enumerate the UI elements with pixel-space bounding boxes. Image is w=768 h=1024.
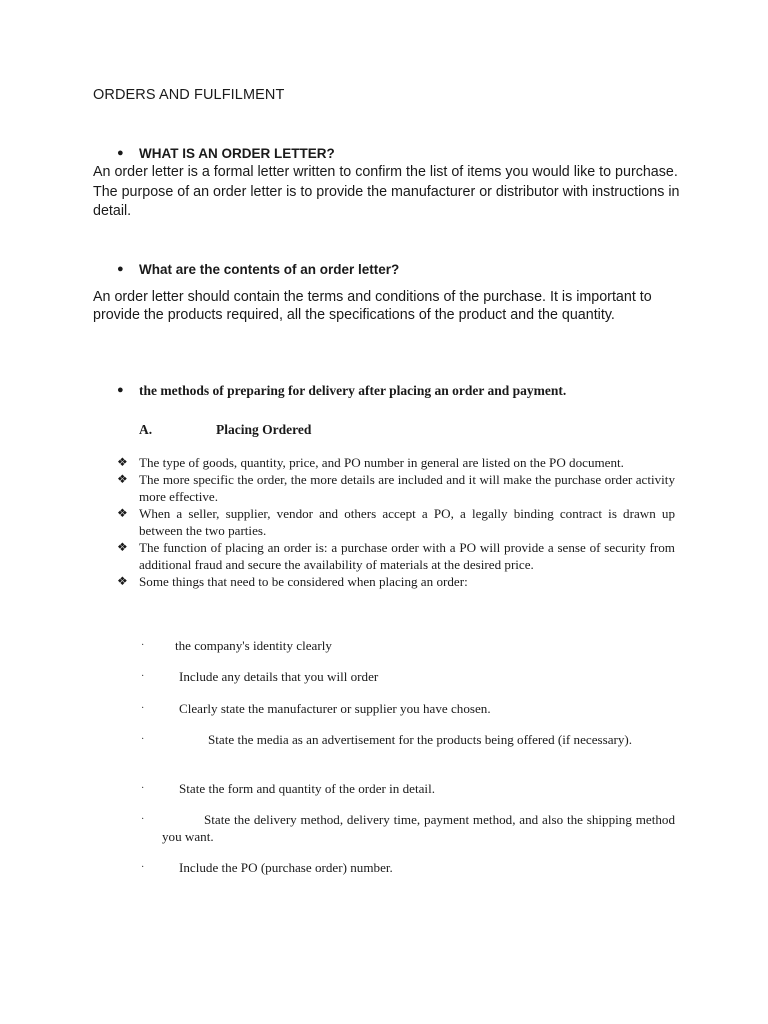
list-item bbox=[117, 505, 675, 539]
diamond-bullet-list bbox=[117, 454, 675, 590]
consideration-item: State the delivery method, delivery time, payment method, and also the shipping method you want. bbox=[162, 812, 675, 844]
small-dot-bullet-icon: · bbox=[141, 814, 145, 825]
consideration-item: Include any details that you will order bbox=[179, 669, 379, 684]
small-dot-bullet-icon: · bbox=[141, 862, 145, 873]
consideration-item: Include the PO (purchase order) number. bbox=[179, 860, 393, 875]
section-body-contents: An order letter should contain the terms and conditions of the purchase. It is important to provide the products required, all the specifications of the product and the quantity. bbox=[93, 289, 652, 323]
list-item bbox=[117, 471, 675, 505]
list-item-text: The function of placing an order is: a purchase order with a PO will provide a sense of security from additional fraud and secure the availability of materials at the desired price. bbox=[139, 540, 675, 572]
list-item-text: The type of goods, quantity, price, and PO number in general are listed on the PO document. bbox=[139, 455, 624, 470]
list-item bbox=[117, 454, 675, 471]
subsection-number: A. bbox=[139, 422, 153, 437]
diamond-bullet-icon: ❖ bbox=[117, 574, 128, 588]
section-heading-text: the methods of preparing for delivery after placing an order and payment. bbox=[139, 383, 567, 398]
bullet-icon: ● bbox=[117, 263, 124, 275]
small-dot-bullet-icon: · bbox=[141, 671, 145, 682]
list-item-text: Some things that need to be considered when placing an order: bbox=[139, 574, 468, 589]
small-dot-bullet-icon: · bbox=[141, 783, 145, 794]
section-heading-text: WHAT IS AN ORDER LETTER? bbox=[139, 146, 335, 161]
list-item-text: The more specific the order, the more details are included and it will make the purchase order activity more effective. bbox=[139, 472, 675, 504]
list-item bbox=[117, 573, 675, 590]
small-dot-bullet-icon: · bbox=[141, 734, 145, 745]
subsection-label: Placing Ordered bbox=[216, 422, 312, 437]
bullet-icon: ● bbox=[117, 147, 124, 159]
section-heading-text: What are the contents of an order letter? bbox=[139, 262, 400, 277]
small-dot-bullet-icon: · bbox=[141, 703, 145, 714]
bullet-icon: ● bbox=[117, 384, 124, 396]
consideration-item: State the media as an advertisement for the products being offered (if necessary). bbox=[208, 732, 633, 747]
consideration-item: the company's identity clearly bbox=[175, 638, 332, 653]
consideration-item: Clearly state the manufacturer or supplier you have chosen. bbox=[179, 701, 491, 716]
list-item bbox=[117, 539, 675, 573]
diamond-bullet-icon: ❖ bbox=[117, 540, 128, 554]
document-title: ORDERS AND FULFILMENT bbox=[93, 87, 285, 103]
diamond-bullet-icon: ❖ bbox=[117, 506, 128, 520]
diamond-bullet-icon: ❖ bbox=[117, 472, 128, 486]
section-body-what-is-order-letter: An order letter is a formal letter written to confirm the list of items you would like to purchase. The purpose of an order letter is to provide the manufacturer or distributor with instructions in detail. bbox=[93, 164, 680, 219]
diamond-bullet-icon: ❖ bbox=[117, 455, 128, 469]
small-dot-bullet-icon: · bbox=[141, 640, 145, 651]
list-item-text: When a seller, supplier, vendor and others accept a PO, a legally binding contract is drawn up between the two parties. bbox=[139, 506, 675, 538]
consideration-item: State the form and quantity of the order in detail. bbox=[179, 781, 435, 796]
